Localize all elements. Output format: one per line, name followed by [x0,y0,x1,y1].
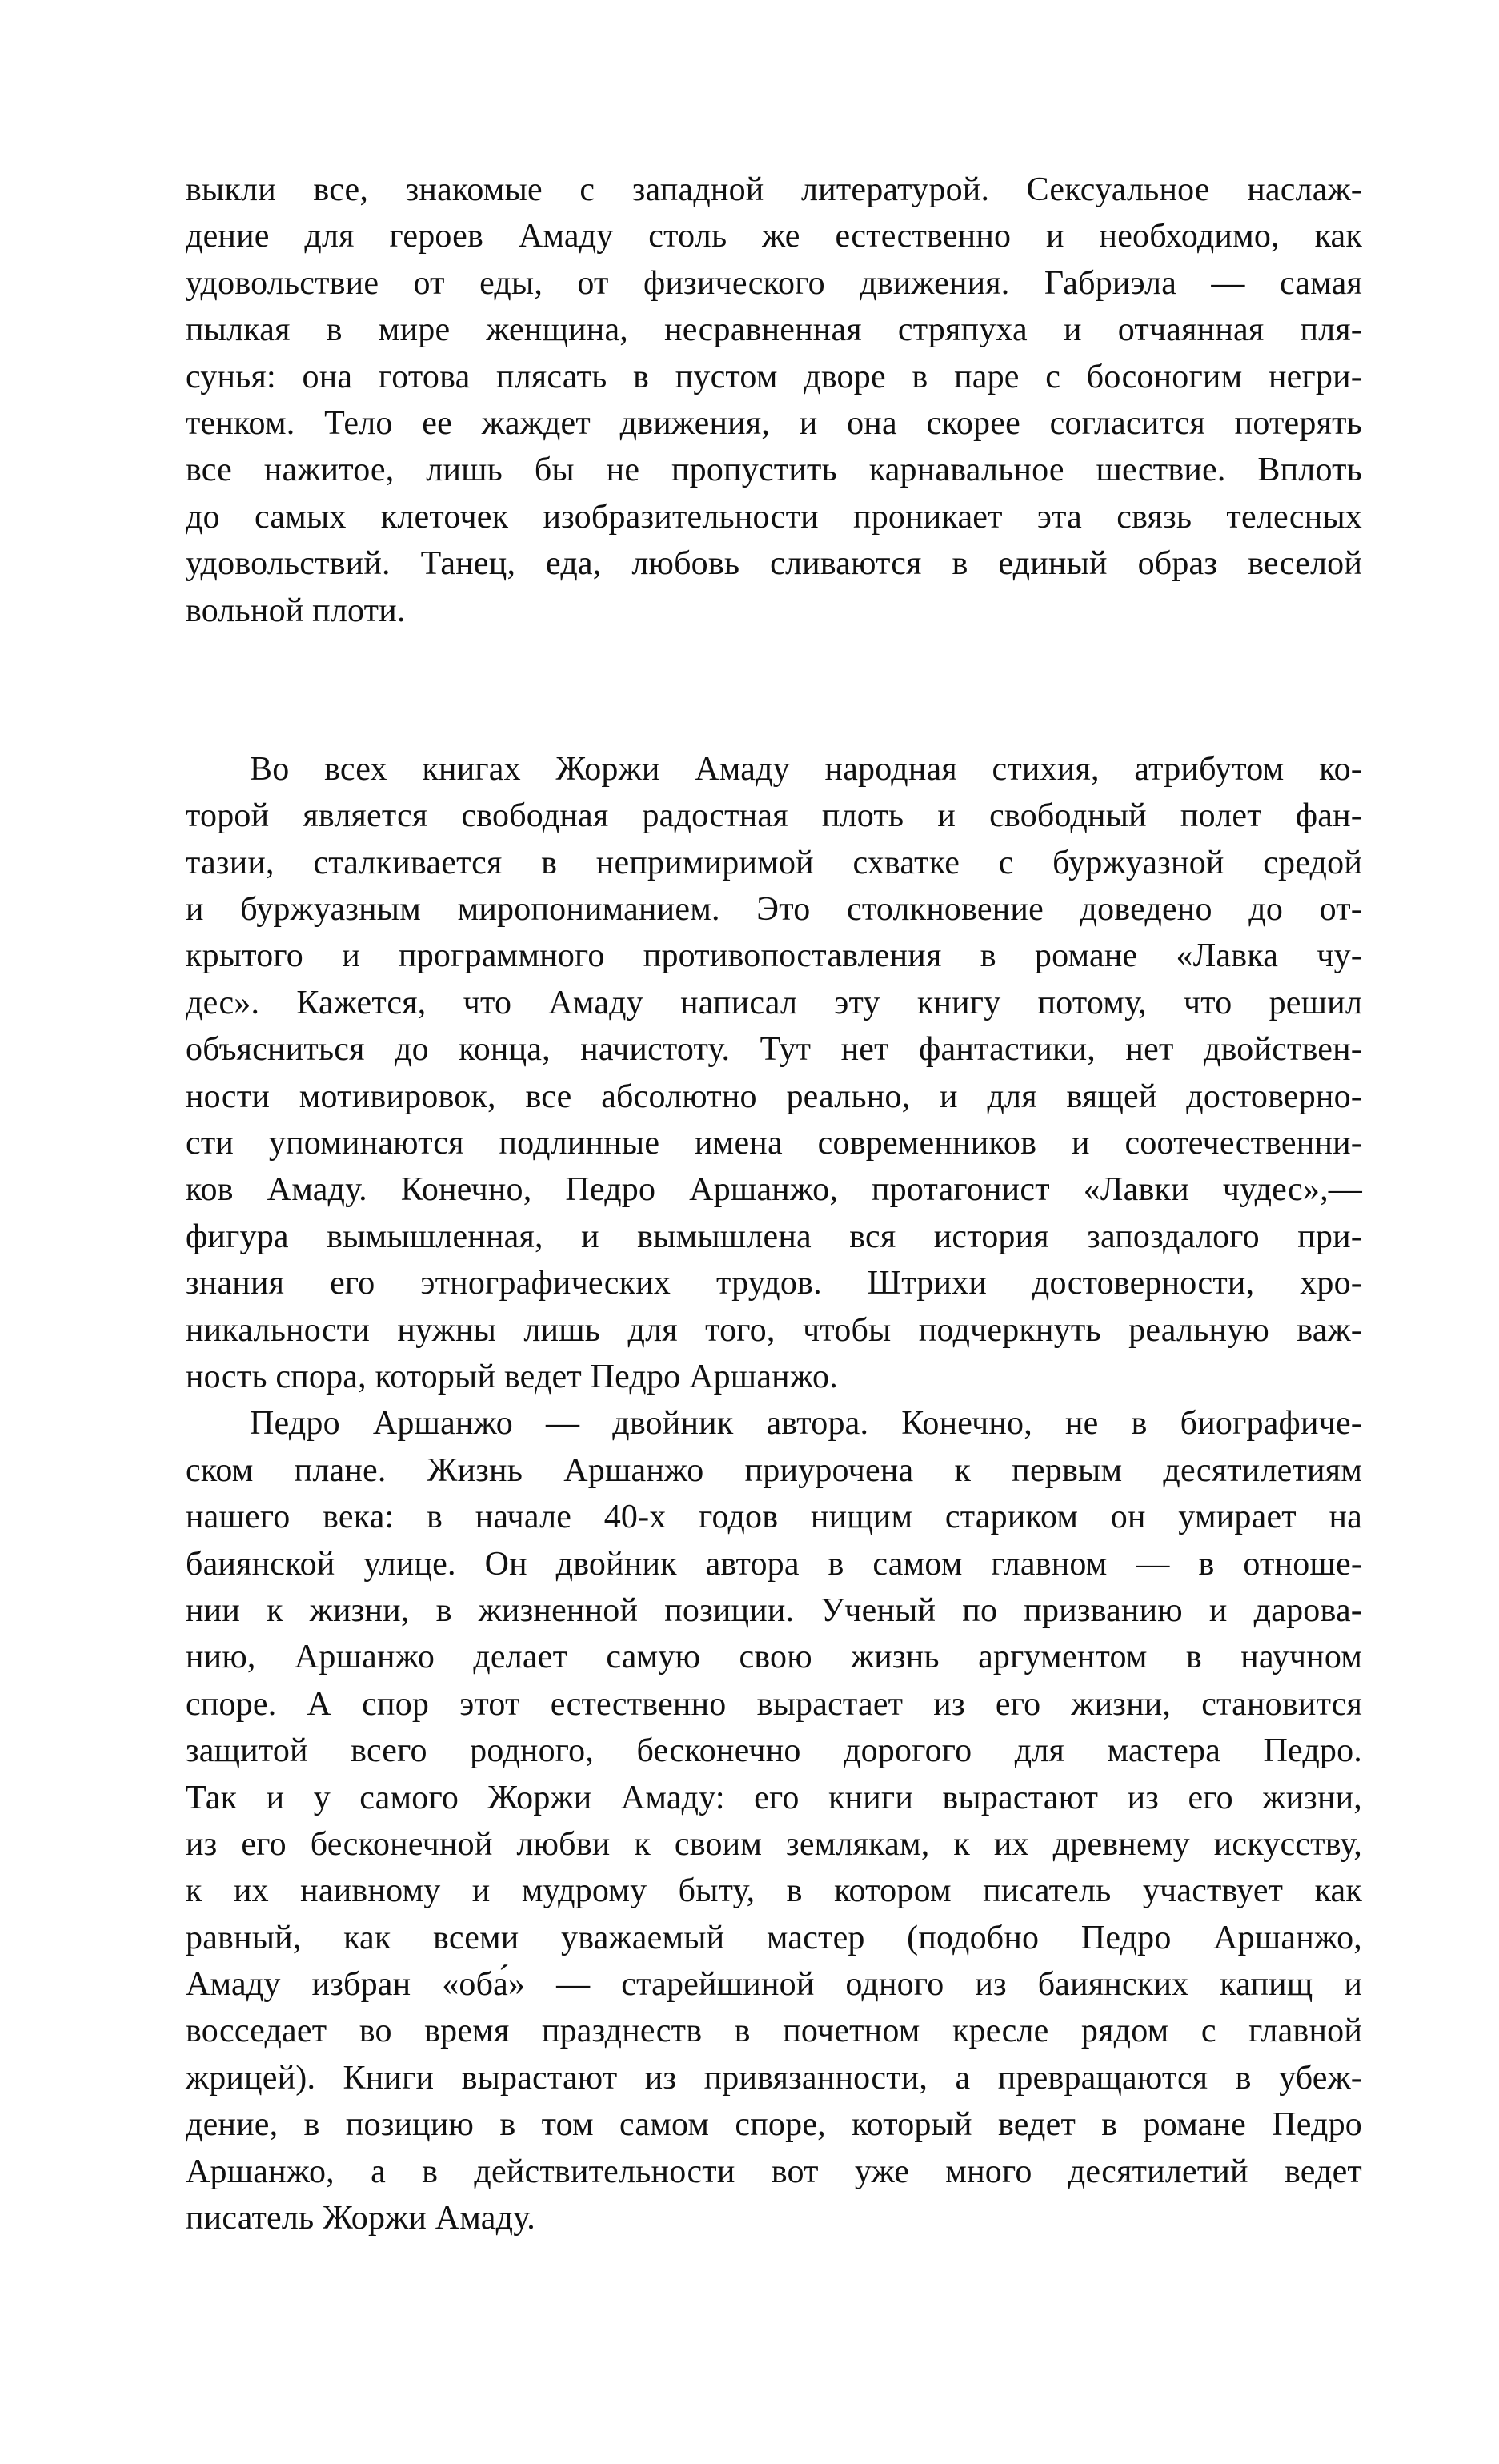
text-line: до самых клеточек изобразительности проникает эта связь телесных [186,498,1362,536]
text-line: Амаду избран «оба́» — старейшиной одного из баиянских капищ и [186,1966,1362,2004]
text-line: Аршанжо, а в действительности вот уже много десятилетий ведет [186,2153,1362,2190]
paragraph-2 [186,746,1362,1400]
text-line: дение для героев Амаду столь же естественно и необходимо, как [186,218,1362,255]
text-line: и буржуазным миропониманием. Это столкновение доведено до от- [186,891,1362,929]
text-line: все нажитое, лишь бы не пропустить карнавальное шествие. Вплоть [186,451,1362,489]
text-line: сти упоминаются подлинные имена современников и соотечественни- [186,1125,1362,1162]
text-line: тазии, сталкивается в непримиримой схватке с буржуазной средой [186,844,1362,881]
text-line: нии к жизни, в жизненной позиции. Ученый по призванию и дарова- [186,1591,1362,1629]
text-line: ском плане. Жизнь Аршанжо приурочена к первым десятилетиям [186,1451,1362,1489]
text-line: выкли все, знакомые с западной литературой. Сексуальное наслаж- [186,171,1362,208]
text-line: Так и у самого Жоржи Амаду: его книги вырастают из его жизни, [186,1779,1362,1816]
text-line: ков Амаду. Конечно, Педро Аршанжо, протагонист «Лавки чудес»,— [186,1171,1362,1209]
text-line: вольной плоти. [186,592,406,629]
text-line: ности мотивировок, все абсолютно реально, и для вящей достоверно- [186,1077,1362,1115]
text-line: фигура вымышленная, и вымышлена вся история запоздалого при- [186,1218,1362,1255]
paragraph-3 [186,1400,1362,2241]
paragraph-1 [186,167,1362,634]
text-line: писатель Жоржи Амаду. [186,2200,535,2237]
text-line: сунья: она готова плясать в пустом дворе в паре с босоногим негри- [186,358,1362,395]
text-line: крытого и программного противопоставления в романе «Лавка чу- [186,937,1362,975]
text-line: тенком. Тело ее жаждет движения, и она скорее согласится потерять [186,404,1362,442]
text-line: знания его этнографических трудов. Штрихи достоверности, хро- [186,1265,1362,1302]
text-line: Педро Аршанжо — двойник автора. Конечно, не в биографиче- [250,1405,1362,1443]
text-line: дение, в позицию в том самом споре, который ведет в романе Педро [186,2106,1362,2144]
text-line: баиянской улице. Он двойник автора в самом главном — в отноше- [186,1545,1362,1583]
text-line: нашего века: в начале 40-х годов нищим стариком он умирает на [186,1499,1362,1536]
text-line: споре. А спор этот естественно вырастает из его жизни, становится [186,1685,1362,1723]
book-page [186,167,1362,2241]
text-line: никальности нужны лишь для того, чтобы подчеркнуть реальную важ- [186,1311,1362,1349]
text-line: защитой всего родного, бесконечно дорогого для мастера Педро. [186,1732,1362,1770]
text-line: объясниться до конца, начистоту. Тут нет фантастики, нет двойствен- [186,1031,1362,1069]
text-line: удовольствий. Танец, еда, любовь сливаются в единый образ веселой [186,545,1362,583]
text-line: Во всех книгах Жоржи Амаду народная стихия, атрибутом ко- [250,750,1362,788]
text-line: дес». Кажется, что Амаду написал эту книгу потому, что решил [186,984,1362,1021]
section-break [186,634,1362,746]
text-line: нию, Аршанжо делает самую свою жизнь аргументом в научном [186,1639,1362,1676]
text-line: к их наивному и мудрому быту, в котором писатель участвует как [186,1872,1362,1910]
text-line: жрицей). Книги вырастают из привязанности, а превращаются в убеж- [186,2059,1362,2097]
text-line: пылкая в мире женщина, несравненная стряпуха и отчаянная пля- [186,311,1362,349]
text-line: равный, как всеми уважаемый мастер (подобно Педро Аршанжо, [186,1919,1362,1956]
text-line: торой является свободная радостная плоть и свободный полет фан- [186,797,1362,835]
text-line: удовольствие от еды, от физического движения. Габриэла — самая [186,264,1362,302]
text-line: восседает во время празднеств в почетном кресле рядом с главной [186,2013,1362,2050]
text-line: ность спора, который ведет Педро Аршанжо. [186,1358,838,1395]
text-line: из его бесконечной любви к своим землякам, к их древнему искусству, [186,1825,1362,1863]
